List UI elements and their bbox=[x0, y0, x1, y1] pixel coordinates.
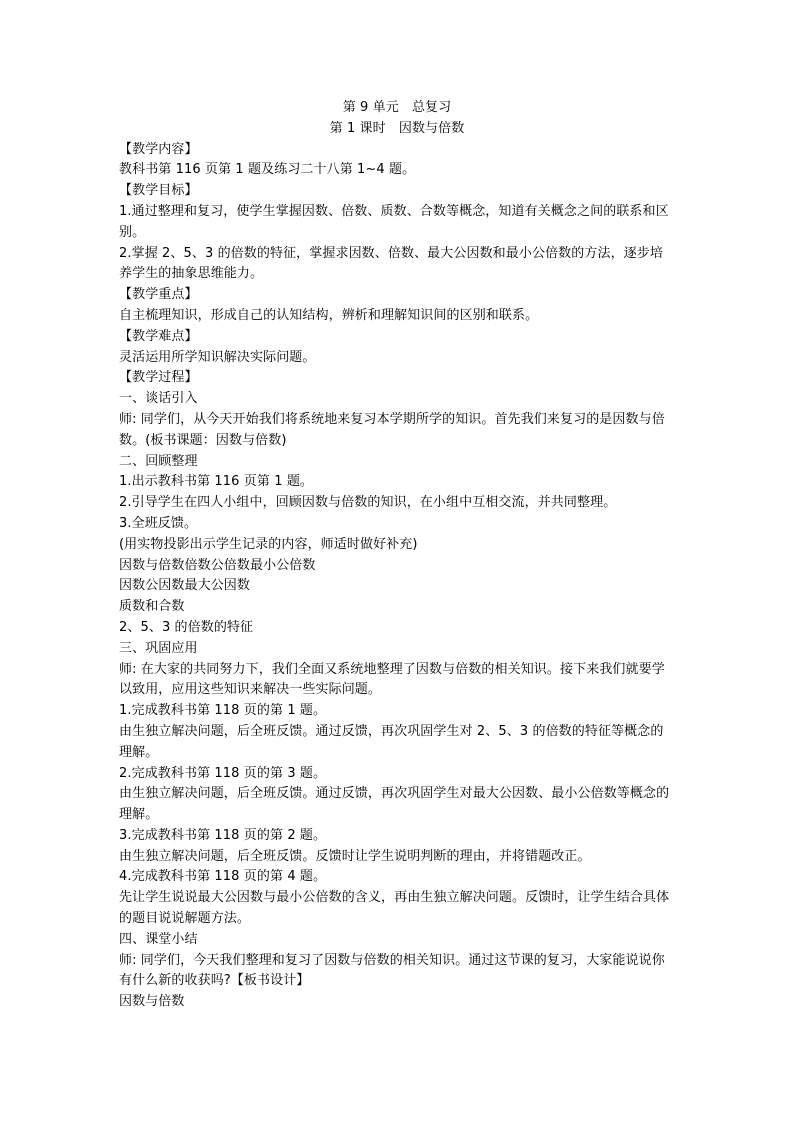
paragraph-summary: 师: 同学们，今天我们整理和复习了因数与倍数的相关知识。通过这节课的复习，大家能说说你有什么新的收获吗?【板书设计】 bbox=[119, 952, 665, 989]
paragraph-exercise-3: 由生独立解决问题，后全班反馈。反馈时让学生说明判断的理由，并将错题改正。 bbox=[119, 848, 591, 864]
section-heading-difficulties: 【教学难点】 bbox=[119, 328, 198, 344]
paragraph-application-intro: 师: 在大家的共同努力下，我们全面又系统地整理了因数与倍数的相关知识。接下来我们就要学以致用，应用这些知识来解决一些实际问题。 bbox=[119, 661, 665, 698]
paragraph-exercise-2: 由生独立解决问题，后全班反馈。通过反馈，再次巩固学生对最大公因数、最小公倍数等概念的理解。 bbox=[119, 786, 670, 823]
unit-title: 第 9 单元 总复习 bbox=[342, 100, 452, 115]
list-item-exercise-2: 2.完成教科书第 118 页的第 3 题。 bbox=[119, 765, 327, 781]
list-item-review-1: 1.出示教科书第 116 页第 1 题。 bbox=[119, 474, 314, 490]
paragraph-objective-2: 2.掌握 2、5、3 的倍数的特征，掌握求因数、倍数、最大公因数和最小公倍数的方法，逐步培养学生的抽象思维能力。 bbox=[119, 245, 663, 282]
summary-line-3: 质数和合数 bbox=[119, 599, 185, 615]
paragraph-exercise-1: 由生独立解决问题，后全班反馈。通过反馈，再次巩固学生对 2、5、3 的倍数的特征等概念的理解。 bbox=[119, 723, 664, 760]
subheading-intro: 一、谈话引入 bbox=[119, 391, 198, 407]
paragraph-intro: 师: 同学们，从今天开始我们将系统地来复习本学期所学的知识。首先我们来复习的是因数与倍数。(板书课题：因数与倍数) bbox=[119, 411, 665, 448]
section-heading-objectives: 【教学目标】 bbox=[119, 183, 198, 199]
list-item-exercise-4: 4.完成教科书第 118 页的第 4 题。 bbox=[119, 869, 327, 885]
document-body bbox=[119, 98, 675, 1013]
subheading-summary: 四、课堂小结 bbox=[119, 931, 198, 947]
list-item-review-3: 3.全班反馈。 bbox=[119, 515, 198, 531]
section-heading-content: 【教学内容】 bbox=[119, 141, 198, 157]
summary-line-1: 因数与倍数倍数公倍数最小公倍数 bbox=[119, 557, 316, 573]
list-item-exercise-3: 3.完成教科书第 118 页的第 2 题。 bbox=[119, 827, 327, 843]
paragraph-objective-1: 1.通过整理和复习，使学生掌握因数、倍数、质数、合数等概念，知道有关概念之间的联系和区别。 bbox=[119, 203, 669, 240]
paragraph-projector-note: (用实物投影出示学生记录的内容，师适时做好补充) bbox=[119, 536, 418, 552]
section-heading-key-points: 【教学重点】 bbox=[119, 287, 198, 303]
subheading-application: 三、巩固应用 bbox=[119, 640, 198, 656]
list-item-exercise-1: 1.完成教科书第 118 页的第 1 题。 bbox=[119, 703, 327, 719]
paragraph-exercise-4: 先让学生说说最大公因数与最小公倍数的含义，再由生独立解决问题。反馈时，让学生结合具体的题目说说解题方法。 bbox=[119, 890, 670, 927]
summary-line-2: 因数公因数最大公因数 bbox=[119, 578, 251, 594]
lesson-title: 第 1 课时 因数与倍数 bbox=[329, 120, 465, 136]
subheading-review: 二、回顾整理 bbox=[119, 453, 198, 469]
paragraph-content: 教科书第 116 页第 1 题及练习二十八第 1~4 题。 bbox=[119, 162, 416, 178]
paragraph-key-points: 自主梳理知识，形成自己的认知结构，辨析和理解知识间的区别和联系。 bbox=[119, 307, 539, 323]
board-design-title: 因数与倍数 bbox=[119, 994, 185, 1010]
paragraph-difficulties: 灵活运用所学知识解决实际问题。 bbox=[119, 349, 316, 365]
section-heading-process: 【教学过程】 bbox=[119, 370, 198, 386]
summary-line-4: 2、5、3 的倍数的特征 bbox=[119, 619, 254, 635]
list-item-review-2: 2.引导学生在四人小组中，回顾因数与倍数的知识，在小组中互相交流，并共同整理。 bbox=[119, 495, 617, 511]
